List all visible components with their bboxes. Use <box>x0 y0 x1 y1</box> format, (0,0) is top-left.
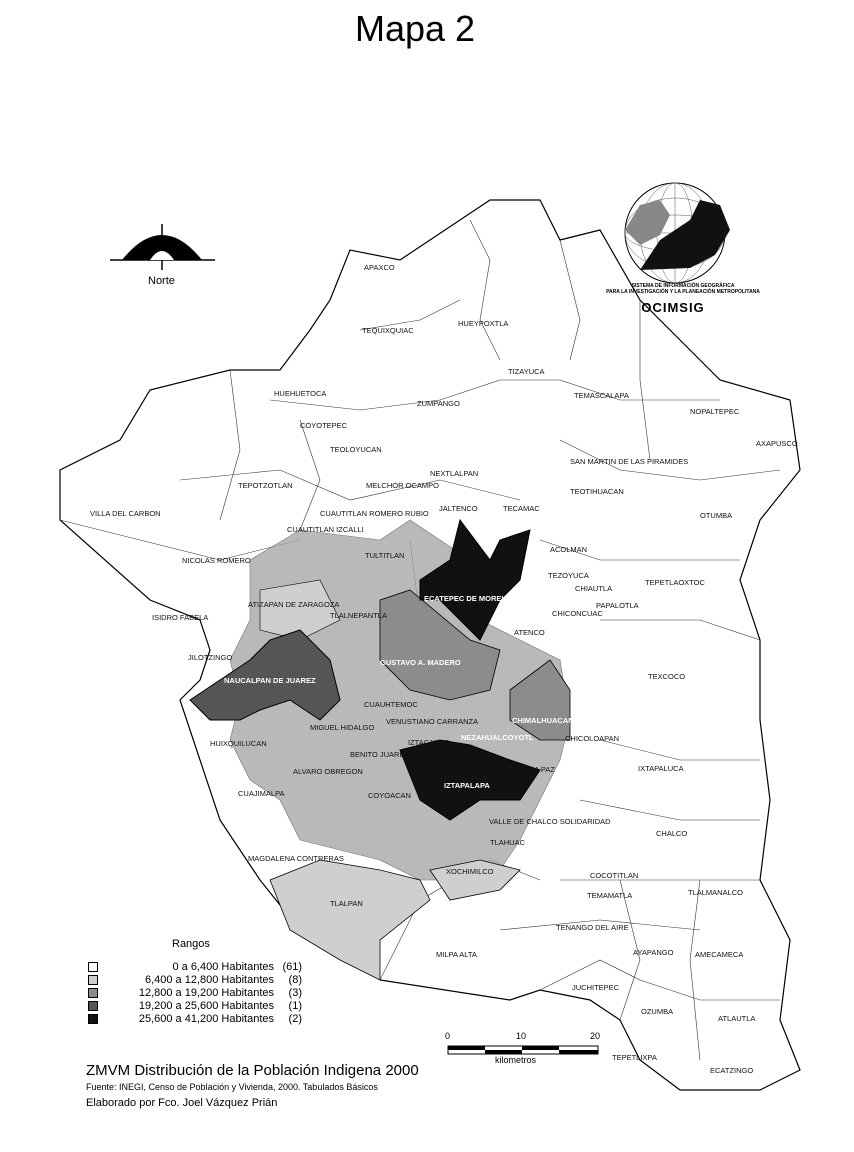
scale-tick: 10 <box>516 1031 527 1041</box>
scale-bar <box>448 1046 598 1054</box>
place-label: TLALNEPANTLA <box>330 611 387 620</box>
place-label: ISIDRO FABELA <box>152 613 209 622</box>
place-label: IZTAPALAPA <box>444 781 490 790</box>
place-label: CUAUHTEMOC <box>364 700 418 709</box>
legend-item <box>88 1012 302 1025</box>
place-label: TLAHUAC <box>490 838 526 847</box>
place-label: TEOLOYUCAN <box>330 445 382 454</box>
place-label: APAXCO <box>364 263 395 272</box>
legend-swatch <box>88 975 98 985</box>
footer-source: Fuente: INEGI, Censo de Población y Vivienda, 2000. Tabulados Básicos <box>86 1082 378 1092</box>
place-label: VENUSTIANO CARRANZA <box>386 717 479 726</box>
place-label: CHALCO <box>656 829 688 838</box>
place-label: ALVARO OBREGON <box>293 767 363 776</box>
place-label: TEOTIHUACAN <box>570 487 624 496</box>
place-label: COYOACAN <box>368 791 411 800</box>
legend-count: (2) <box>288 1012 302 1025</box>
place-label: ECATEPEC DE MORELOS <box>424 594 517 603</box>
place-label: ECATZINGO <box>710 1066 754 1075</box>
place-label: TEMASCALAPA <box>574 391 629 400</box>
place-label: OTUMBA <box>700 511 733 520</box>
legend-label: 25,600 a 41,200 Habitantes <box>138 1012 274 1025</box>
legend-item <box>88 986 302 999</box>
place-label: BENITO JUAREZ <box>350 750 410 759</box>
footer-credit: Elaborado por Fco. Joel Vázquez Prián <box>86 1097 278 1109</box>
legend <box>88 960 302 1025</box>
place-label: CUAJIMALPA <box>238 789 285 798</box>
logo-line1: SISTEMA DE INFORMACIÓN GEOGRÁFICA <box>631 283 735 289</box>
place-label: ATIZAPAN DE ZARAGOZA <box>248 600 340 609</box>
place-label: VALLE DE CHALCO SOLIDARIDAD <box>489 817 611 826</box>
place-label: CHIMALHUACAN <box>512 716 574 725</box>
place-label: CUAUTITLAN IZCALLI <box>287 525 364 534</box>
legend-count: (61) <box>282 960 302 973</box>
place-label: AXAPUSCO <box>756 439 798 448</box>
place-label: MAGDALENA CONTRERAS <box>248 854 344 863</box>
north-label: Norte <box>148 275 175 287</box>
place-label: MIGUEL HIDALGO <box>310 723 375 732</box>
place-label: JILOTZINGO <box>188 653 233 662</box>
place-label: PAPALOTLA <box>596 601 639 610</box>
place-label: TIZAYUCA <box>508 367 545 376</box>
legend-label: 0 a 6,400 Habitantes <box>172 960 274 973</box>
north-arrow-icon <box>110 224 215 270</box>
place-label: NOPALTEPEC <box>690 407 740 416</box>
place-label: NICOLAS ROMERO <box>182 556 251 565</box>
place-label: AYAPANGO <box>633 948 674 957</box>
place-label: VILLA DEL CARBON <box>90 509 161 518</box>
legend-item <box>88 960 302 973</box>
place-label: CUAUTITLAN ROMERO RUBIO <box>320 509 429 518</box>
legend-item <box>88 973 302 986</box>
place-label: TENANGO DEL AIRE <box>556 923 629 932</box>
legend-item <box>88 999 302 1012</box>
place-label: TECAMAC <box>503 504 540 513</box>
legend-label: 6,400 a 12,800 Habitantes <box>144 973 274 986</box>
place-label: ACOLMAN <box>550 545 588 554</box>
place-label: OZUMBA <box>641 1007 674 1016</box>
place-label: NAUCALPAN DE JUAREZ <box>224 676 316 685</box>
scale-tick: 20 <box>590 1031 601 1041</box>
place-label: IZTACALCO <box>408 738 450 747</box>
footer-title: ZMVM Distribución de la Población Indigena 2000 <box>86 1062 419 1079</box>
place-label: COCOTITLAN <box>590 871 639 880</box>
logo-name: OCIMSIG <box>641 300 705 315</box>
place-label: CHICOLOAPAN <box>565 734 620 743</box>
map-title: Mapa 2 <box>354 8 476 49</box>
logo-line2: PARA LA INVESTIGACIÓN Y LA PLANEACIÓN METROPOLITANA <box>606 289 760 295</box>
place-label: HUIXQUILUCAN <box>210 739 267 748</box>
place-label: TEPETLIXPA <box>612 1053 657 1062</box>
place-label: TEPOTZOTLAN <box>238 481 293 490</box>
legend-swatch <box>88 962 98 972</box>
scale-units: kilometros <box>495 1055 537 1065</box>
place-label: XOCHIMILCO <box>446 867 494 876</box>
place-label: TLALMANALCO <box>688 888 744 897</box>
place-label: JUCHITEPEC <box>572 983 620 992</box>
place-label: GUSTAVO A. MADERO <box>380 658 461 667</box>
legend-swatch <box>88 1014 98 1024</box>
legend-label: 19,200 a 25,600 Habitantes <box>138 999 274 1012</box>
place-label: TEMAMATLA <box>587 891 633 900</box>
legend-swatch <box>88 988 98 998</box>
place-label: HUEHUETOCA <box>274 389 327 398</box>
place-label: JALTENCO <box>439 504 478 513</box>
place-label: ZUMPANGO <box>417 399 460 408</box>
place-label: TEZOYUCA <box>548 571 589 580</box>
legend-count: (3) <box>288 986 302 999</box>
place-label: TEXCOCO <box>648 672 686 681</box>
place-label: AMECAMECA <box>695 950 744 959</box>
logo-subtitle <box>588 283 778 295</box>
place-label: ATLAUTLA <box>718 1014 756 1023</box>
place-label: LA PAZ <box>530 765 555 774</box>
place-label: TEPETLAOXTOC <box>645 578 705 587</box>
place-label: MILPA ALTA <box>436 950 477 959</box>
place-label: TLALPAN <box>330 899 363 908</box>
place-label: HUEYPOXTLA <box>458 319 509 328</box>
scale-tick: 0 <box>445 1031 451 1041</box>
place-label: NEXTLALPAN <box>430 469 479 478</box>
place-label: TEQUIXQUIAC <box>362 326 414 335</box>
place-label: COYOTEPEC <box>300 421 348 430</box>
place-label: CHICONCUAC <box>552 609 603 618</box>
place-label: TULTITLAN <box>365 551 405 560</box>
legend-label: 12,800 a 19,200 Habitantes <box>138 986 274 999</box>
place-label: MELCHOR OCAMPO <box>366 481 439 490</box>
place-label: IXTAPALUCA <box>638 764 684 773</box>
legend-swatch <box>88 1001 98 1011</box>
ocimsig-logo-icon <box>625 183 730 283</box>
legend-count: (8) <box>288 973 302 986</box>
place-label: ATENCO <box>514 628 545 637</box>
legend-count: (1) <box>288 999 302 1012</box>
place-label: CHIAUTLA <box>575 584 613 593</box>
place-label: NEZAHUALCOYOTL <box>461 733 534 742</box>
place-label: SAN MARTIN DE LAS PIRAMIDES <box>570 457 689 466</box>
legend-title: Rangos <box>172 938 210 950</box>
